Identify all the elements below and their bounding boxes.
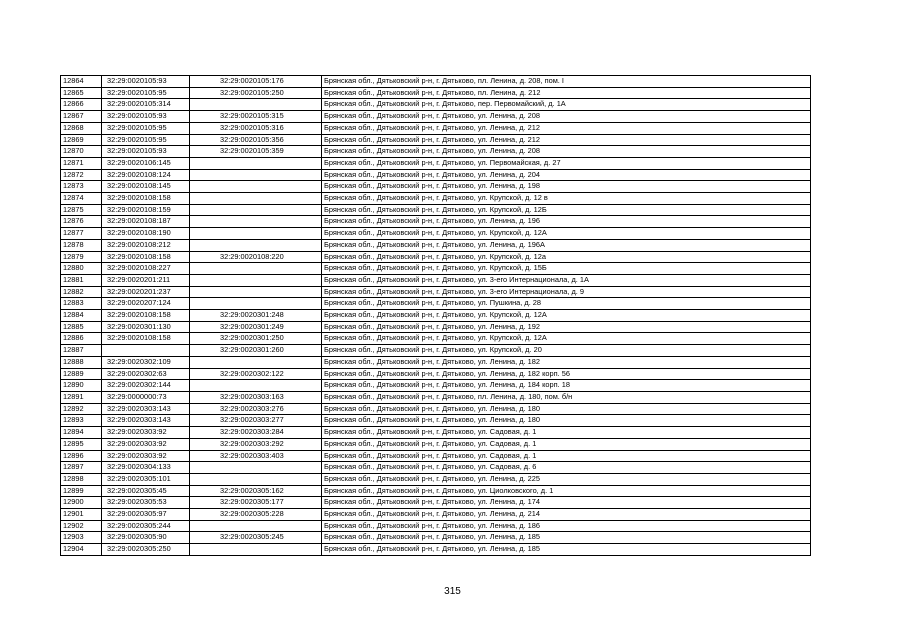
related-cadastral-number-cell [190,204,322,216]
address-cell: Брянская обл., Дятьковский р-н, г. Дятьково, ул. Ленина, д. 196А [322,239,811,251]
cadastral-number-cell: 32:29:0020105:95 [102,87,190,99]
table-row [61,169,811,181]
address-cell: Брянская обл., Дятьковский р-н, г. Дятьково, пл. Ленина, д. 212 [322,87,811,99]
table-row [61,333,811,345]
address-cell: Брянская обл., Дятьковский р-н, г. Дятьково, ул. 3-его Интернационала, д. 9 [322,286,811,298]
related-cadastral-number-cell: 32:29:0020301:248 [190,310,322,322]
address-cell: Брянская обл., Дятьковский р-н, г. Дятьково, ул. Крупской, д. 12А [322,228,811,240]
table-row [61,368,811,380]
table-row [61,345,811,357]
address-cell: Брянская обл., Дятьковский р-н, г. Дятьково, ул. Ленина, д. 184 корп. 18 [322,380,811,392]
table-row [61,87,811,99]
address-cell: Брянская обл., Дятьковский р-н, г. Дятьково, ул. Ленина, д. 192 [322,321,811,333]
cadastral-number-cell: 32:29:0020108:158 [102,310,190,322]
address-cell: Брянская обл., Дятьковский р-н, г. Дятьково, ул. Первомайская, д. 27 [322,157,811,169]
address-cell: Брянская обл., Дятьковский р-н, г. Дятьково, пл. Ленина, д. 208, пом. I [322,76,811,88]
address-cell: Брянская обл., Дятьковский р-н, г. Дятьково, ул. Ленина, д. 208 [322,146,811,158]
table-row [61,286,811,298]
row-number-cell: 12886 [61,333,102,345]
table-row [61,403,811,415]
cadastral-number-cell: 32:29:0020108:187 [102,216,190,228]
table-row [61,76,811,88]
related-cadastral-number-cell: 32:29:0020105:176 [190,76,322,88]
address-cell: Брянская обл., Дятьковский р-н, г. Дятьково, ул. Ленина, д. 198 [322,181,811,193]
address-cell: Брянская обл., Дятьковский р-н, г. Дятьково, ул. Крупской, д. 12А [322,310,811,322]
address-cell: Брянская обл., Дятьковский р-н, г. Дятьково, ул. Крупской, д. 12Б [322,204,811,216]
row-number-cell: 12897 [61,462,102,474]
address-cell: Брянская обл., Дятьковский р-н, г. Дятьково, ул. Крупской, д. 12 в [322,193,811,205]
cadastral-number-cell: 32:29:0020302:144 [102,380,190,392]
cadastral-number-cell: 32:29:0020305:90 [102,532,190,544]
cadastral-number-cell: 32:29:0020201:211 [102,274,190,286]
table-row [61,157,811,169]
cadastral-number-cell: 32:29:0020106:145 [102,157,190,169]
table-row [61,99,811,111]
related-cadastral-number-cell: 32:29:0020305:245 [190,532,322,544]
table-row [61,485,811,497]
table-row [61,216,811,228]
related-cadastral-number-cell: 32:29:0020303:163 [190,391,322,403]
related-cadastral-number-cell [190,286,322,298]
table-row [61,520,811,532]
address-cell: Брянская обл., Дятьковский р-н, г. Дятьково, ул. Ленина, д. 196 [322,216,811,228]
cadastral-number-cell: 32:29:0020105:314 [102,99,190,111]
related-cadastral-number-cell [190,298,322,310]
table-row [61,134,811,146]
page-number: 315 [444,586,461,597]
row-number-cell: 12888 [61,356,102,368]
related-cadastral-number-cell: 32:29:0020305:162 [190,485,322,497]
row-number-cell: 12880 [61,263,102,275]
address-cell: Брянская обл., Дятьковский р-н, г. Дятьково, ул. Ленина, д. 208 [322,111,811,123]
cadastral-number-cell: 32:29:0020201:237 [102,286,190,298]
related-cadastral-number-cell [190,356,322,368]
cadastral-number-cell: 32:29:0020305:244 [102,520,190,532]
row-number-cell: 12872 [61,169,102,181]
address-cell: Брянская обл., Дятьковский р-н, г. Дятьково, пл. Ленина, д. 180, пом. б/н [322,391,811,403]
cadastral-number-cell: 32:29:0020108:158 [102,251,190,263]
row-number-cell: 12884 [61,310,102,322]
related-cadastral-number-cell: 32:29:0020105:316 [190,122,322,134]
table-row [61,204,811,216]
table-row [61,251,811,263]
cadastral-number-cell: 32:29:0020305:53 [102,497,190,509]
row-number-cell: 12874 [61,193,102,205]
cadastral-number-cell: 32:29:0020302:109 [102,356,190,368]
related-cadastral-number-cell: 32:29:0020301:250 [190,333,322,345]
table-row [61,544,811,556]
cadastral-number-cell [102,345,190,357]
address-cell: Брянская обл., Дятьковский р-н, г. Дятьково, ул. Ленина, д. 182 [322,356,811,368]
table-row [61,228,811,240]
related-cadastral-number-cell [190,157,322,169]
table-row [61,122,811,134]
address-cell: Брянская обл., Дятьковский р-н, г. Дятьково, ул. Ленина, д. 214 [322,509,811,521]
related-cadastral-number-cell [190,169,322,181]
related-cadastral-number-cell: 32:29:0020303:292 [190,438,322,450]
related-cadastral-number-cell [190,274,322,286]
table-row [61,450,811,462]
related-cadastral-number-cell [190,520,322,532]
address-cell: Брянская обл., Дятьковский р-н, г. Дятьково, пер. Первомайский, д. 1А [322,99,811,111]
cadastral-number-cell: 32:29:0020105:95 [102,134,190,146]
related-cadastral-number-cell: 32:29:0020105:250 [190,87,322,99]
table-row [61,239,811,251]
table-row [61,509,811,521]
address-cell: Брянская обл., Дятьковский р-н, г. Дятьково, ул. Ленина, д. 186 [322,520,811,532]
related-cadastral-number-cell [190,193,322,205]
related-cadastral-number-cell: 32:29:0020305:228 [190,509,322,521]
row-number-cell: 12890 [61,380,102,392]
table-body [61,76,811,556]
table-row [61,263,811,275]
table-row [61,427,811,439]
cadastral-number-cell: 32:29:0020108:159 [102,204,190,216]
cadastral-number-cell: 32:29:0020302:63 [102,368,190,380]
row-number-cell: 12865 [61,87,102,99]
row-number-cell: 12876 [61,216,102,228]
cadastral-number-cell: 32:29:0020304:133 [102,462,190,474]
related-cadastral-number-cell [190,473,322,485]
cadastral-number-cell: 32:29:0020301:130 [102,321,190,333]
related-cadastral-number-cell: 32:29:0020105:356 [190,134,322,146]
row-number-cell: 12903 [61,532,102,544]
cadastral-number-cell: 32:29:0020305:97 [102,509,190,521]
address-cell: Брянская обл., Дятьковский р-н, г. Дятьково, ул. Ленина, д. 204 [322,169,811,181]
cadastral-number-cell: 32:29:0020105:93 [102,111,190,123]
address-cell: Брянская обл., Дятьковский р-н, г. Дятьково, ул. Ленина, д. 174 [322,497,811,509]
row-number-cell: 12879 [61,251,102,263]
cadastral-number-cell: 32:29:0020108:212 [102,239,190,251]
row-number-cell: 12864 [61,76,102,88]
row-number-cell: 12877 [61,228,102,240]
related-cadastral-number-cell: 32:29:0020303:284 [190,427,322,439]
cadastral-number-cell: 32:29:0020303:143 [102,403,190,415]
related-cadastral-number-cell [190,99,322,111]
row-number-cell: 12868 [61,122,102,134]
row-number-cell: 12875 [61,204,102,216]
related-cadastral-number-cell [190,263,322,275]
address-cell: Брянская обл., Дятьковский р-н, г. Дятьково, ул. Садовая, д. 6 [322,462,811,474]
row-number-cell: 12887 [61,345,102,357]
table-row [61,274,811,286]
related-cadastral-number-cell: 32:29:0020303:276 [190,403,322,415]
related-cadastral-number-cell: 32:29:0020303:277 [190,415,322,427]
related-cadastral-number-cell [190,228,322,240]
address-cell: Брянская обл., Дятьковский р-н, г. Дятьково, ул. Пушкина, д. 28 [322,298,811,310]
table-row [61,181,811,193]
cadastral-number-cell: 32:29:0020105:93 [102,76,190,88]
address-cell: Брянская обл., Дятьковский р-н, г. Дятьково, ул. Садовая, д. 1 [322,450,811,462]
table-row [61,193,811,205]
row-number-cell: 12866 [61,99,102,111]
row-number-cell: 12869 [61,134,102,146]
cadastral-number-cell: 32:29:0020303:143 [102,415,190,427]
address-cell: Брянская обл., Дятьковский р-н, г. Дятьково, ул. Крупской, д. 20 [322,345,811,357]
cadastral-number-cell: 32:29:0020108:124 [102,169,190,181]
table-row [61,380,811,392]
related-cadastral-number-cell [190,216,322,228]
related-cadastral-number-cell: 32:29:0020302:122 [190,368,322,380]
row-number-cell: 12885 [61,321,102,333]
address-cell: Брянская обл., Дятьковский р-н, г. Дятьково, ул. Крупской, д. 15Б [322,263,811,275]
table-row [61,321,811,333]
table-row [61,438,811,450]
address-cell: Брянская обл., Дятьковский р-н, г. Дятьково, ул. Крупской, д. 12а [322,251,811,263]
row-number-cell: 12871 [61,157,102,169]
cadastral-number-cell: 32:29:0020305:45 [102,485,190,497]
address-cell: Брянская обл., Дятьковский р-н, г. Дятьково, ул. Садовая, д. 1 [322,427,811,439]
address-cell: Брянская обл., Дятьковский р-н, г. Дятьково, ул. Ленина, д. 180 [322,415,811,427]
row-number-cell: 12883 [61,298,102,310]
address-cell: Брянская обл., Дятьковский р-н, г. Дятьково, ул. Циолковского, д. 1 [322,485,811,497]
cadastral-number-cell: 32:29:0020105:95 [102,122,190,134]
cadastral-number-cell: 32:29:0020108:158 [102,193,190,205]
address-cell: Брянская обл., Дятьковский р-н, г. Дятьково, ул. Ленина, д. 185 [322,532,811,544]
cadastral-number-cell: 32:29:0020303:92 [102,450,190,462]
cadastral-number-cell: 32:29:0020305:101 [102,473,190,485]
row-number-cell: 12900 [61,497,102,509]
table-row [61,356,811,368]
related-cadastral-number-cell [190,462,322,474]
table-row [61,497,811,509]
address-cell: Брянская обл., Дятьковский р-н, г. Дятьково, ул. Садовая, д. 1 [322,438,811,450]
cadastral-number-cell: 32:29:0020108:190 [102,228,190,240]
row-number-cell: 12901 [61,509,102,521]
cadastral-number-cell: 32:29:0020105:93 [102,146,190,158]
row-number-cell: 12895 [61,438,102,450]
address-cell: Брянская обл., Дятьковский р-н, г. Дятьково, ул. 3-его Интернационала, д. 1А [322,274,811,286]
related-cadastral-number-cell: 32:29:0020301:249 [190,321,322,333]
cadastral-number-cell: 32:29:0020207:124 [102,298,190,310]
table-row [61,298,811,310]
cadastral-number-cell: 32:29:0020303:92 [102,438,190,450]
cadastral-number-cell: 32:29:0020108:158 [102,333,190,345]
row-number-cell: 12878 [61,239,102,251]
cadastral-number-cell: 32:29:0020108:227 [102,263,190,275]
address-cell: Брянская обл., Дятьковский р-н, г. Дятьково, ул. Ленина, д. 212 [322,134,811,146]
table-row [61,462,811,474]
related-cadastral-number-cell [190,544,322,556]
address-cell: Брянская обл., Дятьковский р-н, г. Дятьково, ул. Ленина, д. 185 [322,544,811,556]
row-number-cell: 12904 [61,544,102,556]
table-row [61,532,811,544]
related-cadastral-number-cell: 32:29:0020301:260 [190,345,322,357]
table-row [61,473,811,485]
row-number-cell: 12891 [61,391,102,403]
related-cadastral-number-cell [190,239,322,251]
property-table [60,75,811,556]
row-number-cell: 12893 [61,415,102,427]
address-cell: Брянская обл., Дятьковский р-н, г. Дятьково, ул. Ленина, д. 180 [322,403,811,415]
row-number-cell: 12889 [61,368,102,380]
related-cadastral-number-cell [190,380,322,392]
row-number-cell: 12902 [61,520,102,532]
related-cadastral-number-cell: 32:29:0020108:220 [190,251,322,263]
row-number-cell: 12898 [61,473,102,485]
row-number-cell: 12896 [61,450,102,462]
cadastral-number-cell: 32:29:0020305:250 [102,544,190,556]
row-number-cell: 12894 [61,427,102,439]
table-row [61,415,811,427]
cadastral-number-cell: 32:29:0000000:73 [102,391,190,403]
row-number-cell: 12870 [61,146,102,158]
row-number-cell: 12881 [61,274,102,286]
row-number-cell: 12867 [61,111,102,123]
related-cadastral-number-cell: 32:29:0020305:177 [190,497,322,509]
row-number-cell: 12873 [61,181,102,193]
address-cell: Брянская обл., Дятьковский р-н, г. Дятьково, ул. Крупской, д. 12А [322,333,811,345]
row-number-cell: 12899 [61,485,102,497]
cadastral-number-cell: 32:29:0020108:145 [102,181,190,193]
address-cell: Брянская обл., Дятьковский р-н, г. Дятьково, ул. Ленина, д. 212 [322,122,811,134]
table-row [61,146,811,158]
related-cadastral-number-cell [190,181,322,193]
row-number-cell: 12882 [61,286,102,298]
address-cell: Брянская обл., Дятьковский р-н, г. Дятьково, ул. Ленина, д. 182 корп. 56 [322,368,811,380]
table-row [61,391,811,403]
table-row [61,310,811,322]
related-cadastral-number-cell: 32:29:0020303:403 [190,450,322,462]
related-cadastral-number-cell: 32:29:0020105:359 [190,146,322,158]
related-cadastral-number-cell: 32:29:0020105:315 [190,111,322,123]
cadastral-number-cell: 32:29:0020303:92 [102,427,190,439]
row-number-cell: 12892 [61,403,102,415]
address-cell: Брянская обл., Дятьковский р-н, г. Дятьково, ул. Ленина, д. 225 [322,473,811,485]
table-row [61,111,811,123]
